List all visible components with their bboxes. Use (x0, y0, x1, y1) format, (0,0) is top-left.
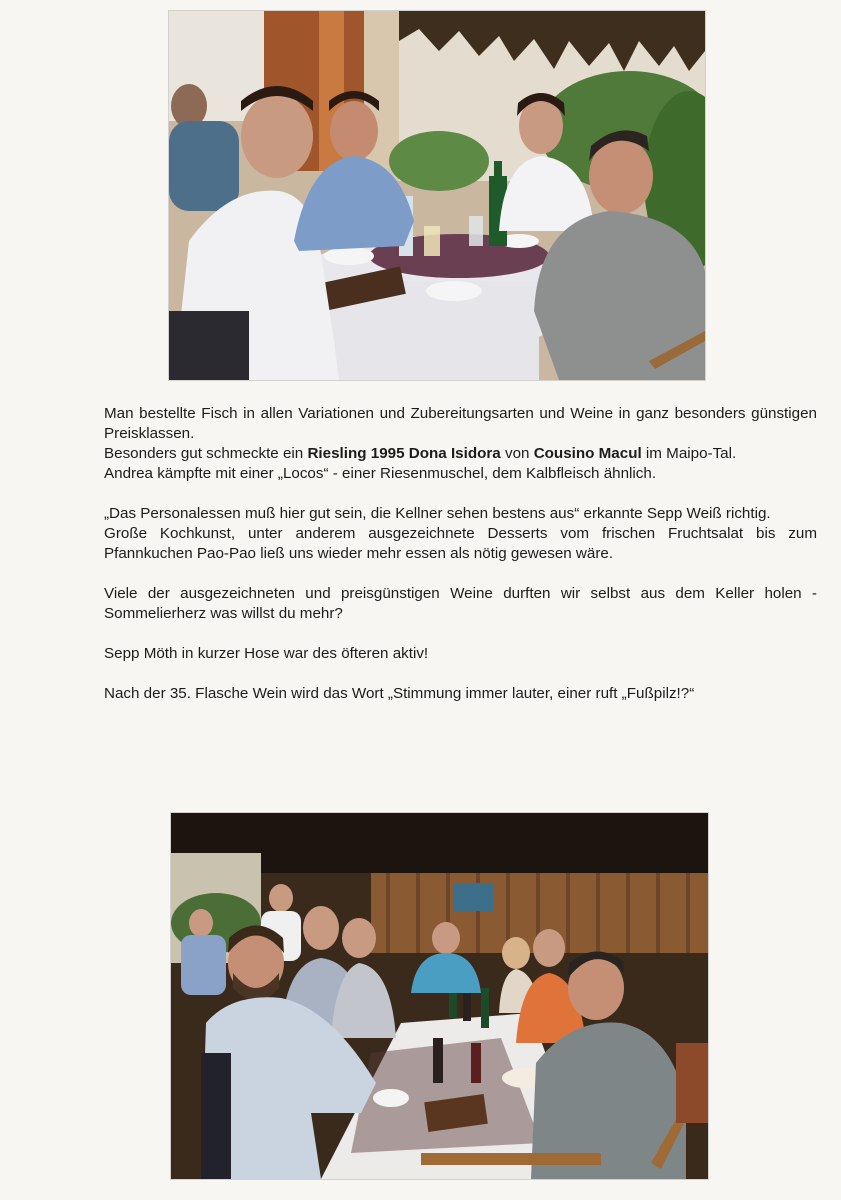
paragraph-locos: Andrea kämpfte mit einer „Locos“ - einer Riesenmuschel, dem Kalbfleisch ähnlich. (104, 465, 657, 482)
riesling-text-middle: von (500, 445, 534, 462)
paragraph-fish-and-wine-text: Man bestellte Fisch in allen Variationen und Zubereitungsarten und Weine in ganz besonders günstigen Preisklassen. (104, 405, 817, 442)
producer-name: Cousino Macul (533, 445, 642, 462)
top-photo-image (169, 11, 705, 380)
paragraph-fish-and-wine (104, 404, 817, 444)
bottom-photo (171, 813, 708, 1179)
paragraph-35-flasche: Nach der 35. Flasche Wein wird das Wort „Stimmung immer lauter, einer ruft „Fußpilz!?“ (104, 685, 695, 702)
paragraph-personalessen: „Das Personalessen muß hier gut sein, die Kellner sehen bestens aus“ erkannte Sepp Weiß richtig. (104, 505, 771, 522)
report-text (104, 404, 817, 704)
wine-name: Riesling 1995 Dona Isidora (307, 445, 501, 462)
paragraph-riesling (104, 444, 817, 464)
paragraph-sepp-moeth: Sepp Möth in kurzer Hose war des öfteren aktiv! (104, 645, 429, 662)
paragraph-kochkunst: Große Kochkunst, unter anderem ausgezeichnete Desserts vom frischen Fruchtsalat bis zum Pfannkuchen Pao-Pao ließ uns wieder mehr essen als nötig gewesen wäre. (104, 525, 817, 562)
riesling-text-before: Besonders gut schmeckte ein (104, 445, 308, 462)
top-photo (169, 11, 705, 380)
riesling-text-after: im Maipo-Tal. (641, 445, 737, 462)
bottom-photo-image (171, 813, 708, 1179)
paragraph-weine-keller: Viele der ausgezeichneten und preisgünstigen Weine durften wir selbst aus dem Keller holen - Sommelierherz was willst du mehr? (104, 585, 817, 622)
